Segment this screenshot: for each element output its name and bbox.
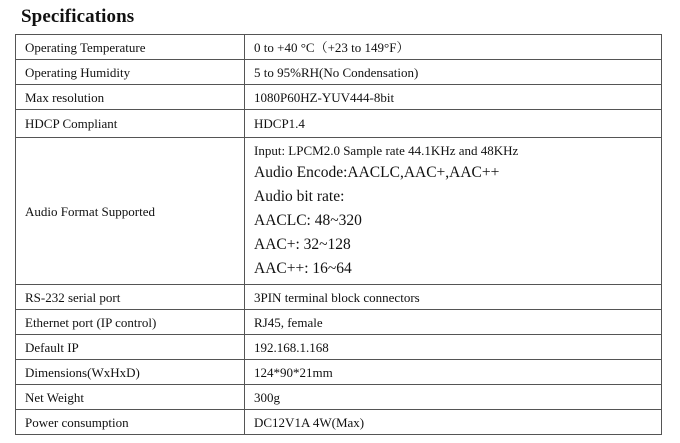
table-row-audio: [16, 138, 662, 285]
audio-line: Audio Encode:AACLC,AAC+,AAC++: [254, 164, 500, 181]
table-row: [16, 335, 662, 360]
row-value: 3PIN terminal block connectors: [245, 285, 662, 310]
table-row: [16, 385, 662, 410]
row-label: HDCP Compliant: [16, 110, 245, 138]
row-label: Ethernet port (IP control): [16, 310, 245, 335]
row-label: Default IP: [16, 335, 245, 360]
table-row: [16, 285, 662, 310]
audio-line: Input: LPCM2.0 Sample rate 44.1KHz and 48KHz: [254, 143, 519, 158]
table-row: [16, 360, 662, 385]
page-title: Specifications: [21, 6, 135, 27]
row-label: Operating Humidity: [16, 60, 245, 85]
audio-line: AAC+: 32~128: [254, 236, 351, 253]
row-value: 1080P60HZ-YUV444-8bit: [245, 85, 662, 110]
row-label: RS-232 serial port: [16, 285, 245, 310]
table-row: [16, 85, 662, 110]
row-value: 5 to 95%RH(No Condensation): [245, 60, 662, 85]
row-value: 192.168.1.168: [245, 335, 662, 360]
row-value: HDCP1.4: [245, 110, 662, 138]
table-row: [16, 60, 662, 85]
audio-line: AACLC: 48~320: [254, 212, 362, 229]
row-value: 124*90*21mm: [245, 360, 662, 385]
row-label: Max resolution: [16, 85, 245, 110]
row-label: Power consumption: [16, 410, 245, 435]
table-row: [16, 110, 662, 138]
audio-line: AAC++: 16~64: [254, 260, 352, 277]
row-label: Operating Temperature: [16, 35, 245, 60]
row-label: Dimensions(WxHxD): [16, 360, 245, 385]
row-label: Audio Format Supported: [16, 138, 245, 285]
table-row: [16, 410, 662, 435]
specifications-table: [15, 34, 662, 435]
row-value: 0 to +40 °C（+23 to 149°F）: [245, 35, 662, 60]
table-row: [16, 310, 662, 335]
table-row: [16, 35, 662, 60]
row-value-multiline: [245, 138, 662, 285]
audio-line: Audio bit rate:: [254, 188, 345, 205]
row-value: 300g: [245, 385, 662, 410]
row-value: RJ45, female: [245, 310, 662, 335]
row-label: Net Weight: [16, 385, 245, 410]
row-value: DC12V1A 4W(Max): [245, 410, 662, 435]
